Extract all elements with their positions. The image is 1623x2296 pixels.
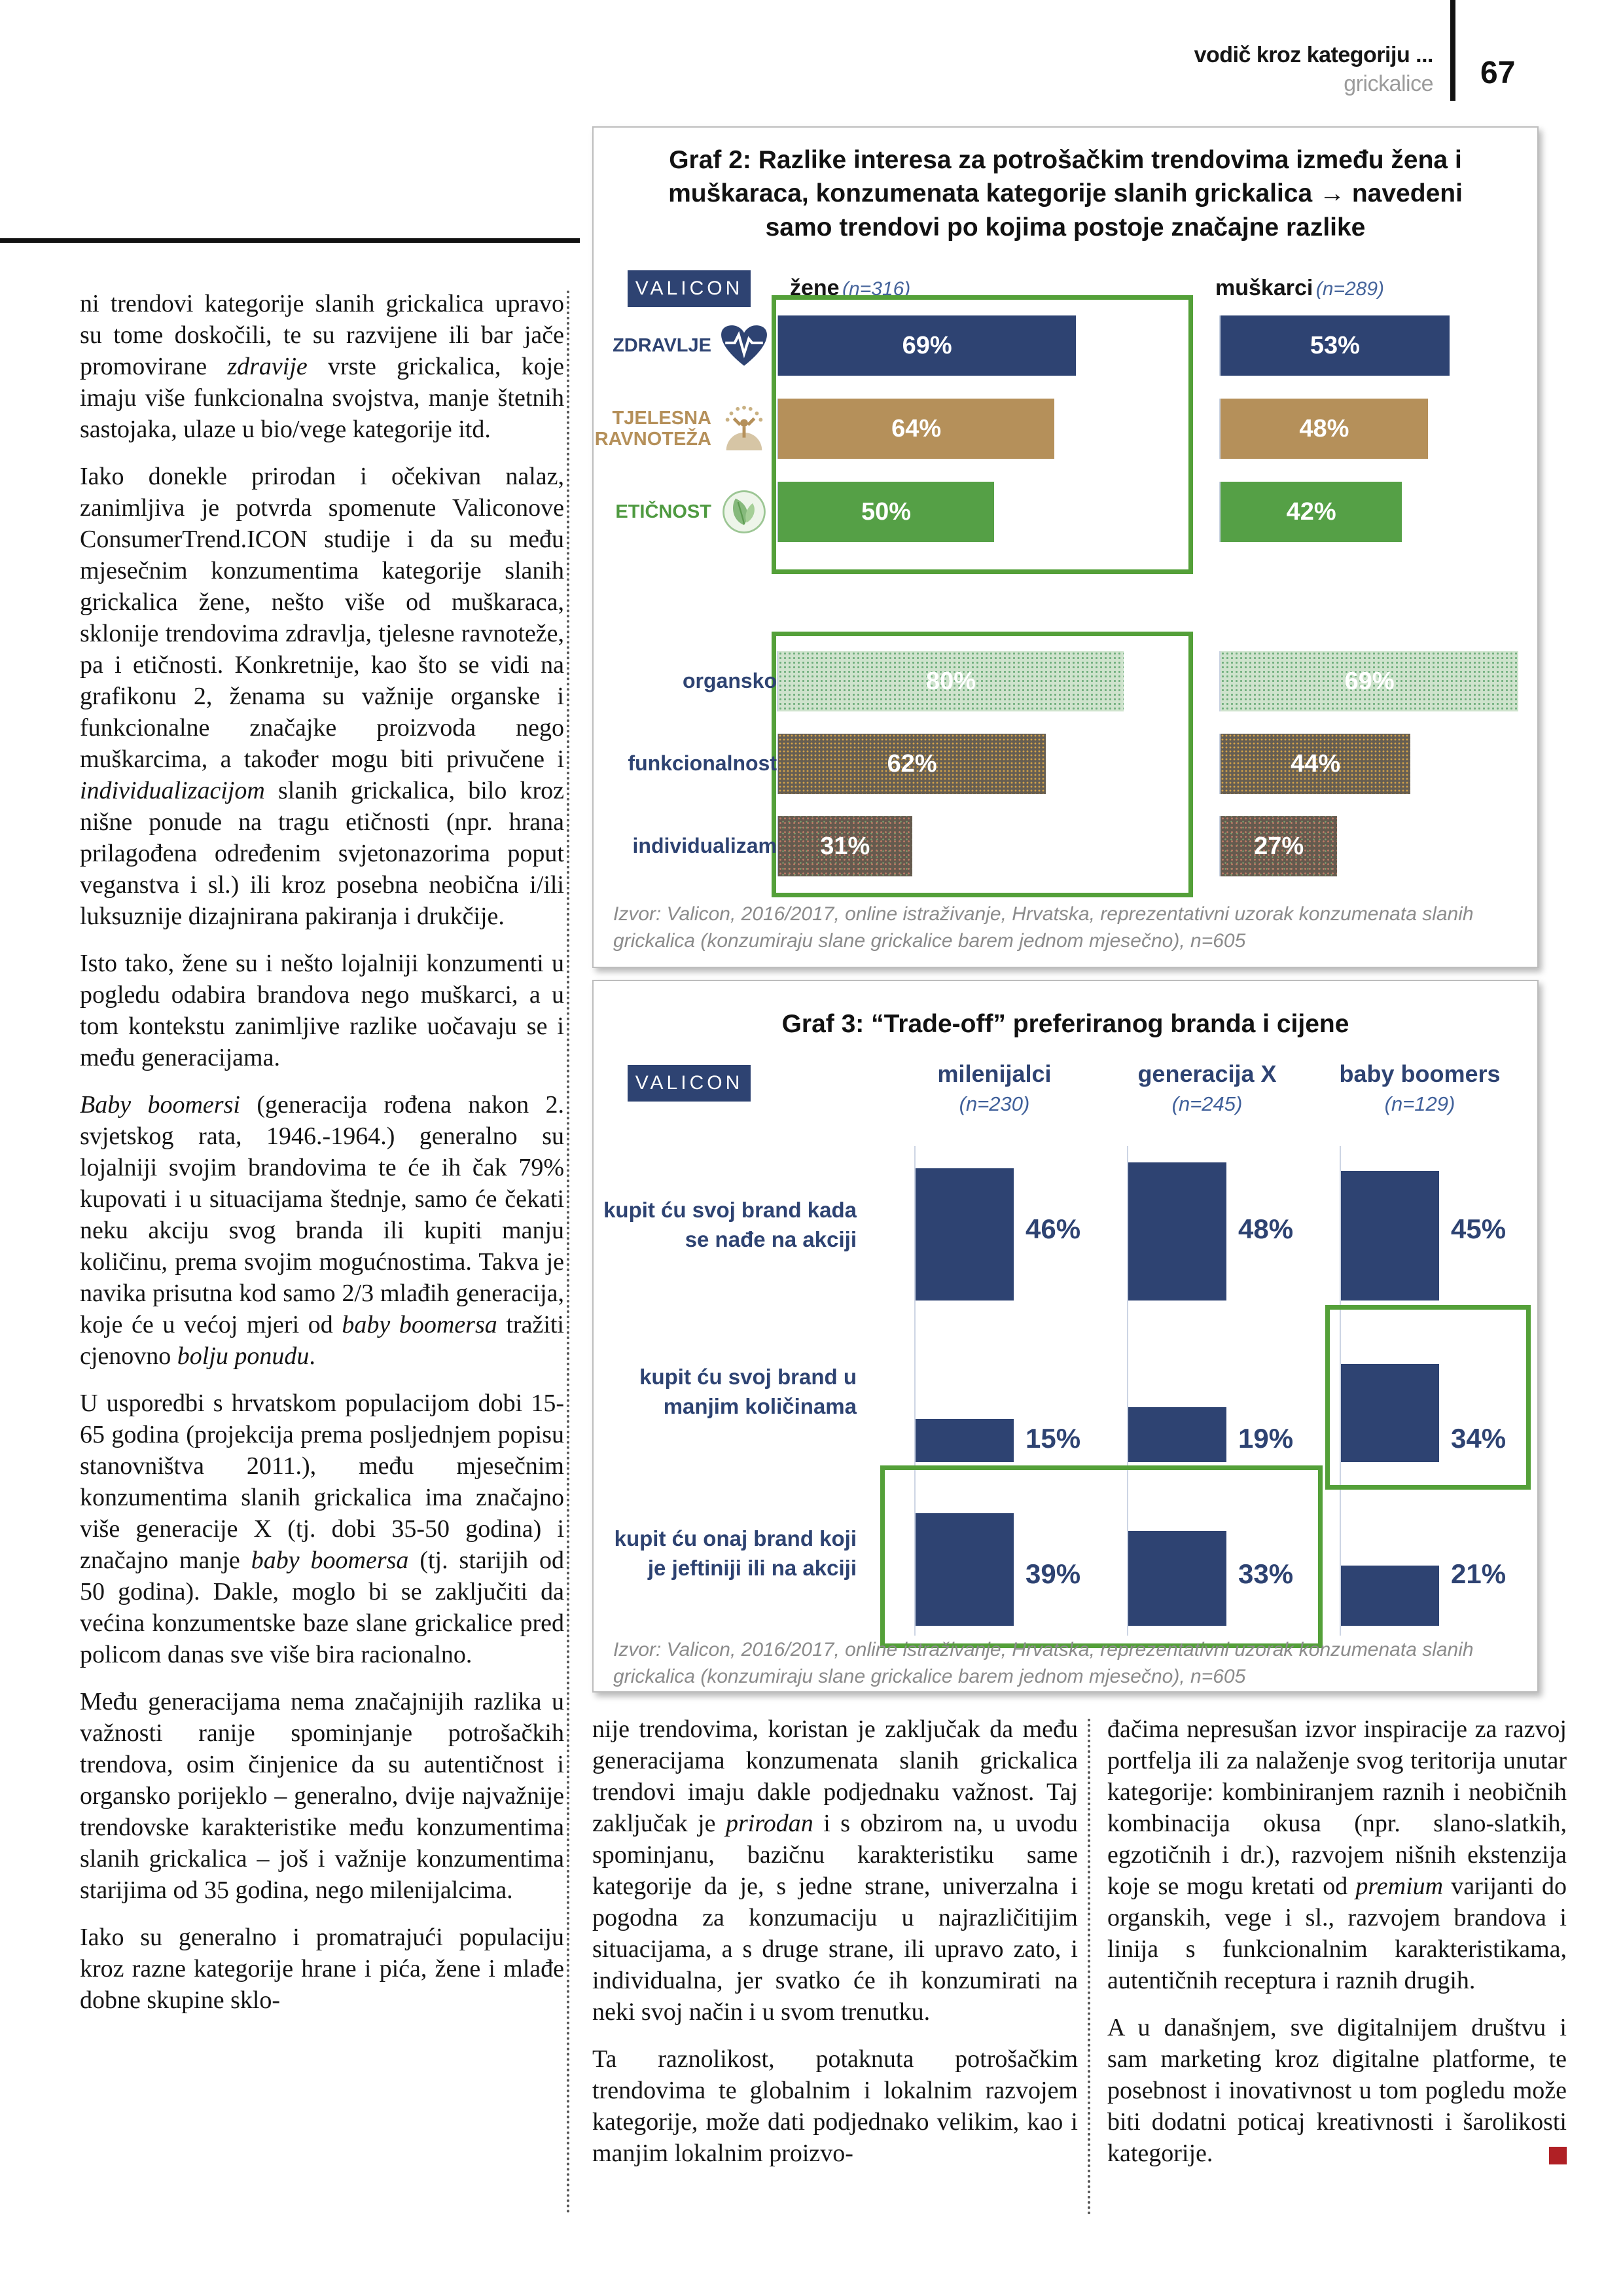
bar-cell-milenijalci [888,1482,1101,1626]
bar-zene [778,482,994,542]
article-end-square [1549,2147,1567,2164]
valicon-logo: VALICON [628,270,751,307]
group-name: generacija X [1137,1060,1277,1087]
bar [1128,1531,1226,1626]
category-label: ETIČNOST [615,501,711,522]
series-header-muskarci [1215,276,1510,301]
bar [1128,1162,1226,1300]
paragraph: nije trendovima, koristan je zaključak da među generacijama konzumenata slanih grickalica trendovi imaju dakle podjednaku važnost. Taj zaključak je prirodan i s obzirom na, u uvodu spominjanu, bazičnu karakteristiku same kategorije da je, s jedne strane, univerzalna i pogodna za konzumaciju u najrazličitijim situacijama, a s druge strane, ili upravo zato, i individualna, jer svatko će ih konzumirati na neki svoj način i u svom trenutku. [592,1715,1078,2026]
ethics-leaf-icon [711,488,777,536]
bar-value: 27% [1254,832,1304,860]
bar-cell-generacija-x [1101,1321,1313,1462]
category-label: kupit ću onaj brand koji je jeftiniji ili na akciji [614,1526,857,1580]
group-n: (n=230) [959,1092,1030,1115]
paragraph-text: A u današnjem, sve digitalnijem društvu i sam marketing kroz digitalne platforme, te posebnost i inovativnost u tom pogledu može biti dodatni poticaj kreativnosti i šarolikosti kategorije. [1107,2014,1567,2167]
column-top-rule [0,238,580,243]
article-column-middle [592,1713,1078,2185]
bar-track-muskarci [1219,816,1536,876]
bar-cell-baby-boomers [1313,1321,1526,1462]
paragraph: ni trendovi kategorije slanih grickalica upravo su tome doskočili, te su razvijene ili bar jače promovirane zdravije vrste grickalica, koje imaju više funkcionalna svojstva, manje štetnih sastojaka, ulaze u bio/vege kategorije itd. [80,290,564,443]
group-header-generacija-x [1101,1058,1313,1117]
series-n: (n=289) [1315,278,1385,300]
bar [1341,1171,1439,1300]
category-label: funkcionalnost [628,751,777,776]
bar-value: 31% [820,832,870,860]
paragraph: Ta raznolikost, potaknuta potrošačkim trendovima te globalnim i lokalnim razvojem kategorije, može dati podjednako velikim, kao i manjim lokalnim proizvo- [592,2045,1078,2167]
body-balance-icon [711,405,777,452]
bar-zene [778,651,1124,711]
valicon-logo: VALICON [628,1065,751,1102]
bar [1341,1566,1439,1626]
bar-value: 15% [1026,1423,1081,1454]
bar-track-zene [777,315,1171,376]
chart-row-tjelesna-ravnoteza [594,399,1537,459]
chart-row-brand-na-akciji [594,1150,1537,1300]
bar [916,1168,1014,1300]
group-name: baby boomers [1339,1060,1501,1087]
paragraph: Iako su generalno i promatrajući populaciju kroz razne kategorije hrane i pića, žene i mlađe dobne skupine sklo- [80,1924,564,2014]
bar-track-muskarci [1219,734,1536,794]
paragraph: U usporedbi s hrvatskom populacijom dobi 15-65 godina (projekcija prema posljednjem popisu stanovništva 2011.), među mjesečnim konzumentima slanih grickalica ima značajno više generacije X (tj. dobi 35-50 godina) i značajno manje baby boomersa (tj. starijih od 50 godina). Dakle, moglo bi se zaključiti da većina konzumentske baze slane grickalice pred policom danas sve više bira racionalno. [80,1390,565,1668]
chart-row-jeftiniji-brand [594,1482,1537,1626]
group-n: (n=129) [1384,1092,1455,1115]
paragraph: Isto tako, žene su i nešto lojalniji konzumenti u pogledu odabira brandova nego muškarci, a u tom kontekstu zanimljive razlike uočavaju se i među generacijama. [80,950,564,1071]
series-name: muškarci [1215,276,1313,300]
bar-muskarci [1221,651,1518,711]
bar-value: 21% [1451,1558,1507,1589]
bar-value: 53% [1310,331,1360,359]
bar-zene [778,734,1046,794]
bar-value: 39% [1026,1558,1081,1589]
chart-row-manje-kolicine [594,1321,1537,1462]
chart-source: Izvor: Valicon, 2016/2017, online istraživanje, Hrvatska, reprezentativni uzorak konzumenata slanih grickalica (konzumiraju slane grickalice barem jednom mjesečno), n=605 [613,1639,1474,1687]
bar-muskarci [1221,315,1450,376]
bar-track-zene [777,399,1171,459]
paragraph: đačima nepresušan izvor inspiracije za razvoj portfelja ili za nalaženje svog teritorija unutar kategorije: kombiniranjem raznih i neobičnih kombinacija okusa (npr. slano-slatkih, egzotičnih i dr.), razvojem nišnih ekstenzija koje se mogu kretati od premium varijanti do organskih, vege i sl., razvojem brandova i linija s funkcionalnim karakteristikama, autentičnih receptura i raznih drugih. [1107,1715,1567,1994]
paragraph: Iako donekle prirodan i očekivan nalaz, zanimljiva je potvrda spomenute Valiconove ConsumerTrend.ICON studije i da su među mjesečnim konzumentima kategorije slanih grickalica žene, nešto više od muškaraca, sklonije trendovima zdravlja, tjelesne ravnoteže, pa i etičnosti. Konkretnije, kao što se vidi na grafikonu 2, ženama su važnije organske i funkcionalne značajke proizvoda nego muškarcima, a također mogu biti privučene i individualizacijom slanih grickalica, bilo kroz nišne ponude na tragu etičnosti (npr. hrana prilagođena određenim svjetonazorima poput veganstva i sl.) ili kroz posebna neobična i/ili luksuznije dizajnirana pakiranja i drukčije. [80,463,564,930]
group-n: (n=245) [1171,1092,1243,1115]
bar-value: 42% [1286,497,1336,526]
bar-track-zene [777,734,1171,794]
bar-track-muskarci [1219,651,1536,711]
category-label: organsko [682,669,777,693]
chart-graf2 [592,126,1539,968]
chart-graf3 [592,980,1539,1693]
bar-muskarci [1221,816,1337,876]
bar-muskarci [1221,734,1410,794]
column-separator [1088,1719,1090,2215]
bar-value: 45% [1451,1213,1507,1244]
paragraph [1107,2012,1567,2169]
bar-value: 44% [1291,749,1341,778]
series-name: žene [790,276,840,300]
bar-cell-generacija-x [1101,1150,1313,1300]
category-label: ZDRAVLJE [613,334,711,356]
bar-cell-baby-boomers [1313,1150,1526,1300]
bar-muskarci [1221,482,1402,542]
category-label: TJELESNA RAVNOTEŽA [594,407,711,450]
bar-zene [778,315,1076,376]
group-header-baby-boomers [1313,1058,1526,1117]
chart-row-zdravlje [594,315,1537,376]
paragraph: Među generacijama nema značajnijih razlika u važnosti ranije spominjanje potrošačkih trendova, osim činjenice da su autentičnost i organsko porijeklo – generalno, dvije najvažnije trendovske karakteristike među konzumentima slanih grickalica – još i važnije konzumentima starijima od 35 godina, nego milenijalcima. [80,1688,564,1904]
bar-value: 33% [1238,1558,1294,1589]
bar [916,1419,1014,1462]
bar-track-muskarci [1219,399,1536,459]
chart-row-organsko [594,651,1537,711]
bar-value: 50% [861,497,912,526]
bar-cell-milenijalci [888,1321,1101,1462]
bar-value: 69% [1344,667,1395,695]
page-number: 67 [1480,56,1516,90]
bar [916,1513,1014,1626]
bar-muskarci [1221,399,1428,459]
bar-zene [778,816,912,876]
chart-title: Graf 2: Razlike interesa za potrošačkim trendovima između žena i muškaraca, konzumenata kategorije slanih grickalica → navedeni samo trendovi po kojima postoje značajne razlike [668,146,1463,242]
health-pulse-icon [711,324,777,367]
chart-source: Izvor: Valicon, 2016/2017, online istraživanje, Hrvatska, reprezentativni uzorak konzumenata slanih grickalica (konzumiraju slane grickalice barem jednom mjesečno), n=605 [613,903,1474,952]
chart-row-eticnost [594,482,1537,542]
bar-track-muskarci [1219,482,1536,542]
bar-zene [778,399,1054,459]
bar [1128,1407,1226,1462]
bar-value: 46% [1026,1213,1081,1244]
bar-value: 19% [1238,1423,1294,1454]
paragraph: Baby boomersi (generacija rođena nakon 2. svjetskog rata, 1946.-1964.) generalno su lojalniji svojim brandovima te će ih čak 79% kupovati i u situacijama štednje, samo će čekati neku akciju svog branda ili kupiti manju količinu, prema svojim mogućnostima. Takva je navika prisutna kod samo 2/3 mlađih generacija, koje će u većoj mjeri od baby boomersa tražiti cjenovno bolju ponudu. [80,1091,564,1370]
breadcrumb-category: vodič kroz kategoriju ... [1194,43,1433,67]
bar-track-zene [777,482,1171,542]
bar-cell-generacija-x [1101,1482,1313,1626]
column-separator [567,291,569,2215]
header-divider [1450,0,1455,101]
chart-row-funkcionalnost [594,734,1537,794]
breadcrumb [982,41,1433,98]
bar-track-zene [777,651,1171,711]
category-label: kupit ću svoj brand u manjim količinama [639,1364,857,1418]
bar-value: 69% [902,331,952,359]
bar [1341,1364,1439,1462]
bar-cell-baby-boomers [1313,1482,1526,1626]
bar-value: 48% [1238,1213,1294,1244]
bar-value: 34% [1451,1423,1507,1454]
group-header-milenijalci [888,1058,1101,1117]
article-column-right [1107,1713,1567,2185]
bar-value: 64% [891,414,942,442]
chart-row-individualizam [594,816,1537,876]
chart-title: Graf 3: “Trade-off” preferiranog branda i cijene [781,1010,1349,1038]
bar-value: 62% [887,749,937,778]
group-name: milenijalci [937,1060,1052,1087]
category-label: individualizam [632,834,777,858]
series-n: (n=316) [842,278,911,300]
article-column-left [80,288,564,2032]
category-label: kupit ću svoj brand kada se nađe na akciji [603,1198,857,1251]
bar-track-muskarci [1219,315,1536,376]
bar-value: 80% [925,667,976,695]
bar-value: 48% [1299,414,1349,442]
breadcrumb-subcategory: grickalice [1344,71,1433,96]
bar-track-zene [777,816,1171,876]
bar-cell-milenijalci [888,1150,1101,1300]
